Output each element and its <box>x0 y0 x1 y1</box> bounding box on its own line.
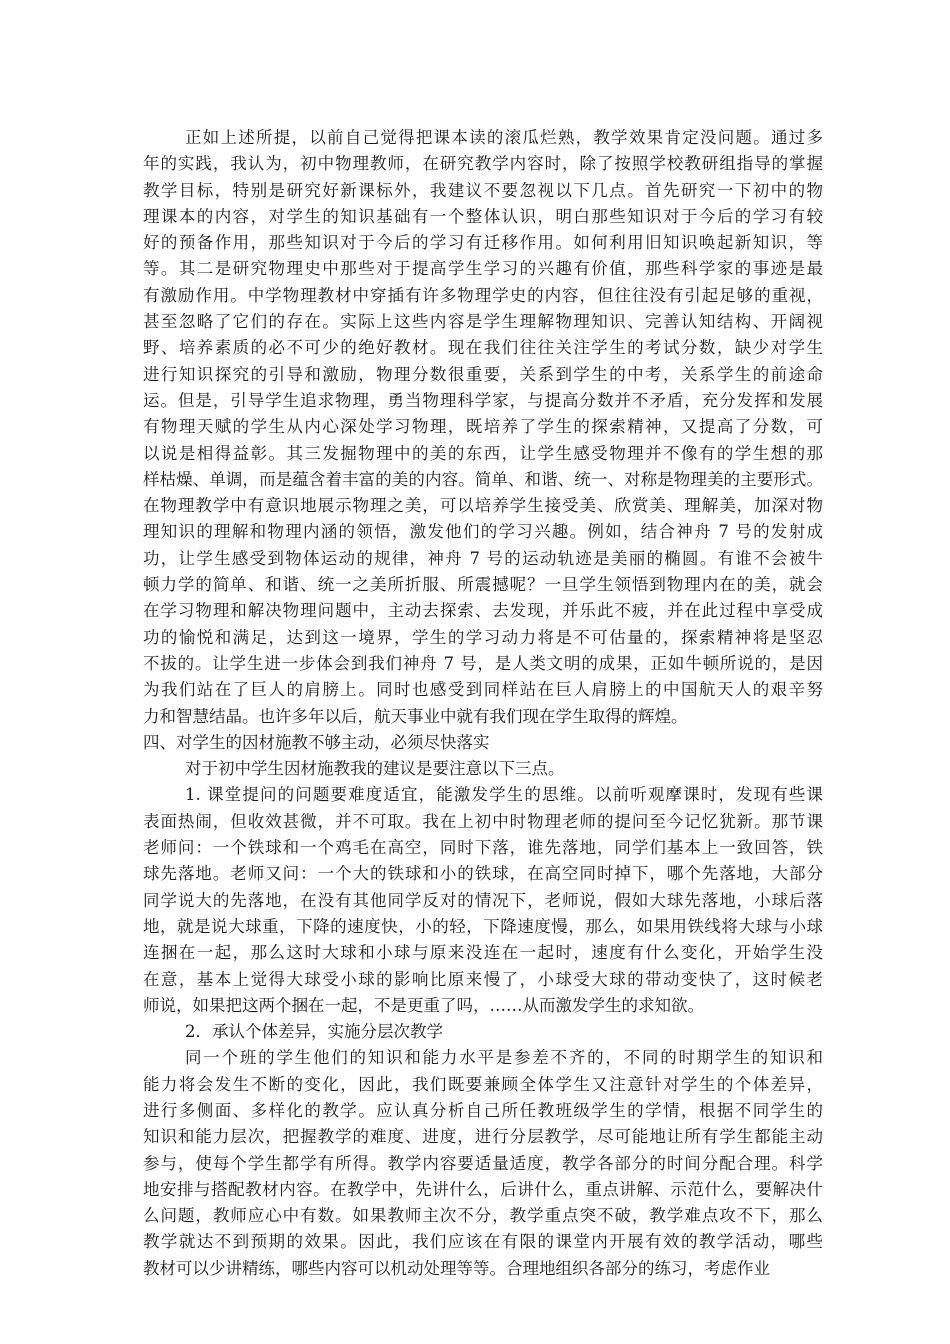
text-line: 教学就达不到预期的效果。因此，我们应该在有限的课堂内开展有效的教学活动，哪些 <box>143 1232 823 1252</box>
text-line: 样枯燥、单调，而是蕴含着丰富的美的内容。简单、和谐、统一、对称是物理美的主要形式。 <box>143 469 823 489</box>
text-line: 对于初中学生因材施教我的建议是要注意以下三点。 <box>185 759 565 779</box>
paragraph <box>143 125 823 730</box>
text-line: 四、对学生的因材施教不够主动，必须尽快落实 <box>143 732 490 752</box>
text-line: 好的预备作用，那些知识对于今后的学习有迁移作用。如何利用旧知识唤起新知识，等 <box>143 233 823 253</box>
text-line: 以说是相得益彰。其三发掘物理中的美的东西，让学生感受物理并不像有的学生想的那 <box>143 443 823 463</box>
text-line: 等。其二是研究物理史中那些对于提高学生学习的兴趣有价值，那些科学家的事迹是最 <box>143 259 823 279</box>
text-line: 功，让学生感受到物体运动的规律，神舟 7 号的运动轨迹是美丽的椭圆。有谁不会被牛 <box>143 548 823 568</box>
section-heading <box>143 1019 823 1045</box>
text-line: 为我们站在了巨人的肩膀上。同时也感受到同样站在巨人肩膀上的中国航天人的艰辛努 <box>143 680 823 700</box>
text-line: 年的实践，我认为，初中物理教师，在研究教学内容时，除了按照学校教研组指导的掌握 <box>143 154 823 174</box>
paragraph <box>143 1045 823 1282</box>
text-line: 教学目标，特别是研究好新课标外，我建议不要忽视以下几点。首先研究一下初中的物 <box>143 180 823 200</box>
text-line: 教材可以少讲精练，哪些内容可以机动处理等等。合理地组织各部分的练习，考虑作业 <box>143 1258 770 1278</box>
text-line: 甚至忽略了它们的存在。实际上这些内容是学生理解物理知识、完善认知结构、开阔视 <box>143 312 823 332</box>
text-line: 地，就是说大球重，下降的速度快，小的轻，下降速度慢，那么，如果用铁线将大球与小球 <box>143 916 823 936</box>
text-line: 理课本的内容，对学生的知识基础有一个整体认识，明白那些知识对于今后的学习有较 <box>143 206 823 226</box>
text-line: 理知识的理解和物理内涵的领悟，激发他们的学习兴趣。例如，结合神舟 7 号的发射成 <box>143 522 823 542</box>
text-line: 知识和能力层次，把握教学的难度、进度，进行分层教学，尽可能地让所有学生都能主动 <box>143 1127 823 1147</box>
text-line: 2．承认个体差异，实施分层次教学 <box>185 1022 443 1042</box>
text-line: 力和智慧结晶。也许多年以后，航天事业中就有我们现在学生取得的辉煌。 <box>143 706 688 726</box>
text-line: 在意，基本上觉得大球受小球的影响比原来慢了，小球受大球的带动变快了，这时候老 <box>143 969 823 989</box>
text-line: 有激励作用。中学物理教材中穿插有许多物理学史的内容，但往往没有引起足够的重视， <box>143 285 823 305</box>
text-line: 在学习物理和解决物理问题中，主动去探索、去发现，并乐此不疲，并在此过程中享受成 <box>143 601 823 621</box>
text-line: 连捆在一起，那么这时大球和小球与原来没连在一起时，速度有什么变化，开始学生没 <box>143 943 823 963</box>
text-line: 进行知识探究的引导和激励，物理分数很重要，关系到学生的中考，关系学生的前途命 <box>143 364 823 384</box>
text-line: 野、培养素质的必不可少的绝好教材。现在我们往往关注学生的考试分数，缺少对学生 <box>143 338 823 358</box>
text-line: 能力将会发生不断的变化，因此，我们既要兼顾全体学生又注意针对学生的个体差异， <box>143 1074 823 1094</box>
text-line: 师说，如果把这两个捆在一起，不是更重了吗，……从而激发学生的求知欲。 <box>143 995 704 1015</box>
paragraph <box>143 782 823 1019</box>
text-line: 地安排与搭配教材内容。在教学中，先讲什么，后讲什么，重点讲解、示范什么，要解决什 <box>143 1179 823 1199</box>
text-line: 不拔的。让学生进一步体会到我们神舟 7 号，是人类文明的成果，正如牛顿所说的，是因 <box>143 653 823 673</box>
document-body <box>143 125 823 1282</box>
paragraph <box>143 756 823 782</box>
text-line: 表面热闹，但收效甚微，并不可取。我在上初中时物理老师的提问至今记忆犹新。那节课 <box>143 811 823 831</box>
text-line: 进行多侧面、多样化的教学。应认真分析自己所任教班级学生的学情，根据不同学生的 <box>143 1100 823 1120</box>
section-heading <box>143 730 823 756</box>
text-line: 1. 课堂提问的问题要难度适宜，能激发学生的思维。以前听观摩课时，发现有些课 <box>185 785 823 805</box>
text-line: 正如上述所提，以前自己觉得把课本读的滚瓜烂熟，教学效果肯定没问题。通过多 <box>185 128 823 147</box>
text-line: 么问题，教师应心中有数。如果教师主次不分，教学重点突不破，教学难点攻不下，那么 <box>143 1206 823 1226</box>
text-line: 在物理教学中有意识地展示物理之美，可以培养学生接受美、欣赏美、理解美，加深对物 <box>143 496 823 516</box>
text-line: 有物理天赋的学生从内心深处学习物理，既培养了学生的探索精神，又提高了分数，可 <box>143 417 823 437</box>
text-line: 参与，使每个学生都学有所得。教学内容要适量适度，教学各部分的时间分配合理。科学 <box>143 1153 823 1173</box>
text-line: 球先落地。老师又问：一个大的铁球和小的铁球，在高空同时掉下，哪个先落地，大部分 <box>143 864 823 884</box>
text-line: 运。但是，引导学生追求物理，勇当物理科学家，与提高分数并不矛盾，充分发挥和发展 <box>143 390 823 410</box>
text-line: 同一个班的学生他们的知识和能力水平是参差不齐的，不同的时期学生的知识和 <box>185 1048 823 1068</box>
text-line: 功的愉悦和满足，达到这一境界，学生的学习动力将是不可估量的，探索精神将是坚忍 <box>143 627 823 647</box>
text-line: 同学说大的先落地，在没有其他同学反对的情况下，老师说，假如大球先落地，小球后落 <box>143 890 823 910</box>
text-line: 顿力学的简单、和谐、统一之美所折服、所震撼呢？一旦学生领悟到物理内在的美，就会 <box>143 575 823 595</box>
text-line: 老师问：一个铁球和一个鸡毛在高空，同时下落，谁先落地，同学们基本上一致回答，铁 <box>143 838 823 858</box>
